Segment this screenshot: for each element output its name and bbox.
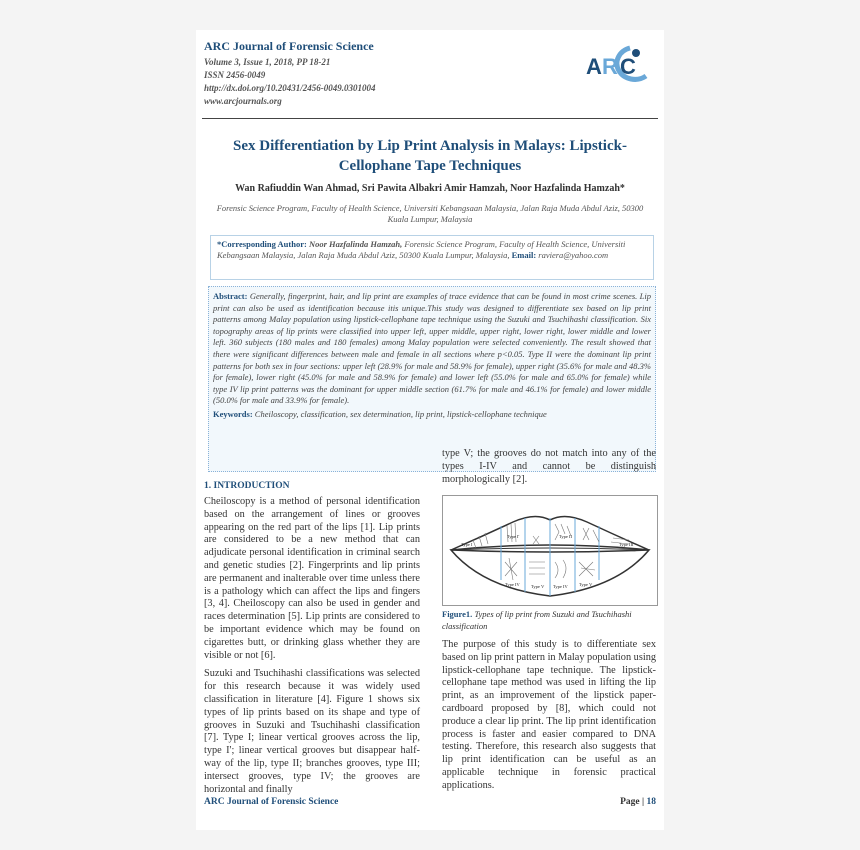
svg-text:R: R <box>602 54 618 79</box>
website-link[interactable]: www.arcjournals.org <box>204 96 282 106</box>
footer-journal: ARC Journal of Forensic Science <box>204 797 339 807</box>
author-list: Wan Rafiuddin Wan Ahmad, Sri Pawita Albakri Amir Hamzah, Noor Hazfalinda Hamzah* <box>235 183 625 194</box>
figure-caption-text: Types of lip print from Suzuki and Tsuchihashi classification <box>442 609 632 631</box>
paper-title: Sex Differentiation by Lip Print Analysis in Malays: Lipstick-Cellophane Tape Techniques <box>233 138 627 174</box>
keywords-label: Keywords: <box>213 408 253 419</box>
affiliation: Forensic Science Program, Faculty of Health Science, Universiti Kebangsaan Malaysia, Jalan Raja Muda Abdul Aziz, 50300 Kuala Lumpur, Malaysia <box>216 203 644 224</box>
right-column-top <box>442 448 656 492</box>
lip-print-figure <box>442 495 658 606</box>
footer-page <box>620 797 656 807</box>
footer-page-label: Page | <box>620 797 645 807</box>
email-label: Email: <box>511 250 537 260</box>
right-column-bottom <box>442 639 656 799</box>
figure-label-type-i-prime: Type I' <box>507 534 520 539</box>
section-number: 1. <box>204 481 212 491</box>
corresponding-name: Noor Hazfalinda Hamzah, <box>308 239 403 249</box>
left-column <box>204 496 420 802</box>
intro-paragraph-1: Cheiloscopy is a method of personal identification based on the arrangement of lines or grooves appearing on the red part of the lips [1]. Lip prints are considered to be a new method that can adjudicate personal identification in criminal search and genetic studies [2]. Fingerprints and lip prints are permanent and inalterable over time unless there is a pathology which can affect the lips and fingers [3, 4]. Cheiloscopy can also be used in gender and races determination [5]. Lip prints are considered to be important evidence which may be found on cigarettes butt, or drinking glass whether they are visible or not [6]. <box>204 496 420 661</box>
corresponding-label: *Corresponding Author: <box>217 239 307 249</box>
section-heading <box>204 481 290 491</box>
figure-caption-label: Figure1. <box>442 609 473 619</box>
abstract-label: Abstract: <box>213 291 248 301</box>
figure-caption <box>442 608 656 632</box>
journal-name: ARC Journal of Forensic Science <box>204 39 374 53</box>
figure-label-type-iii: Type III <box>619 542 634 547</box>
header-divider <box>202 118 658 119</box>
abstract-box <box>208 286 656 472</box>
figure-label-type-v-left: Type V <box>531 584 545 589</box>
keywords-line <box>213 409 651 421</box>
figure-label-type-v-right: Type V <box>579 582 593 587</box>
paper-page <box>196 30 664 830</box>
svg-text:A: A <box>586 54 602 79</box>
figure-label-type-iv-right: Type IV <box>553 584 568 589</box>
volume-line: Volume 3, Issue 1, 2018, PP 18-21 <box>204 57 331 67</box>
purpose-paragraph: The purpose of this study is to differentiate sex based on lip print pattern in Malay population using lipstick-cellophane tape technique. The lipstick-cellophane tape method was used in lifting the lip print, as an improvement of the lipstick paper-cardboard proposed by [8], which could not produce a clear lip print. The lip print identification process is faster and easier compared to DNA testing. Therefore, this research also suggests that lip print identification can be useful as an applicable technique in forensic practical applications. <box>442 639 656 791</box>
issn-line: ISSN 2456-0049 <box>204 70 266 80</box>
intro-paragraph-2: Suzuki and Tsuchihashi classifications was selected for this research because it was widely used classification in literature [4]. Figure 1 shows six types of lip prints based on its shape and type of grooves in Suzuki and Tsuchihashi classification [7]. Type I; linear vertical grooves across the lip, type I'; linear vertical grooves but disappear half-way of the lip, type II; branches grooves, type III; intersect grooves, type IV; the grooves are horizontal and finally <box>204 668 420 795</box>
corresponding-author-box <box>210 235 654 280</box>
figure-label-type-ii: Type II <box>559 534 573 539</box>
keywords-text: Cheiloscopy, classification, sex determination, lip print, lipstick-cellophane technique <box>254 408 547 419</box>
figure-label-type-i: Type I <box>461 542 473 547</box>
intro-paragraph-continued: type V; the grooves do not match into any of the types I-IV and cannot be distinguish morphologically [2]. <box>442 448 656 485</box>
abstract-text: Generally, fingerprint, hair, and lip print are examples of trace evidence that can be found in most crime scenes. Lip print can also be used as identification because itis unique.This study was designed to differentiate sex based on lip print patterns among Malay population using lipstick-cellophane tape technique using the Suzuki and Tsuchihashi classification. Six topography areas of lip prints were classified into upper left, upper middle, upper right, lower right, lower middle and lower left. 360 subjects (180 males and 180 females) among Malay population were selected conveniently. The result showed that there were significant differences between male and female in all sections where p<0.05. Type II were the dominant lip print patterns for both sex in four sections: upper left (28.9% for male and 58.9% for female), upper right (35.6% for male and 48.3% for female), lower right (45.0% for male and 58.9% for female) and lower left (55.0% for male and 65.0% for female) while type IV lip print patterns was the dominant for upper middle section (61.7% for male and 46.1% for female) and lower middle (50.0% for male and 33.9% for female). <box>213 291 652 406</box>
doi-link[interactable]: http://dx.doi.org/10.20431/2456-0049.0301004 <box>204 83 376 93</box>
svg-text:C: C <box>620 54 636 79</box>
section-title: INTRODUCTION <box>213 481 290 491</box>
arc-logo <box>584 40 656 82</box>
email-link[interactable]: raviera@yahoo.com <box>538 250 609 260</box>
figure-label-type-iv-left: Type IV <box>505 582 520 587</box>
footer-page-number: 18 <box>646 797 656 807</box>
corresponding-address: Forensic Science Program, Faculty of Health Science, Universiti Kebangsaan Malaysia, Jalan Raja Muda Abdul Aziz, 50300 Kuala Lumpur, Malaysia, <box>217 239 626 260</box>
